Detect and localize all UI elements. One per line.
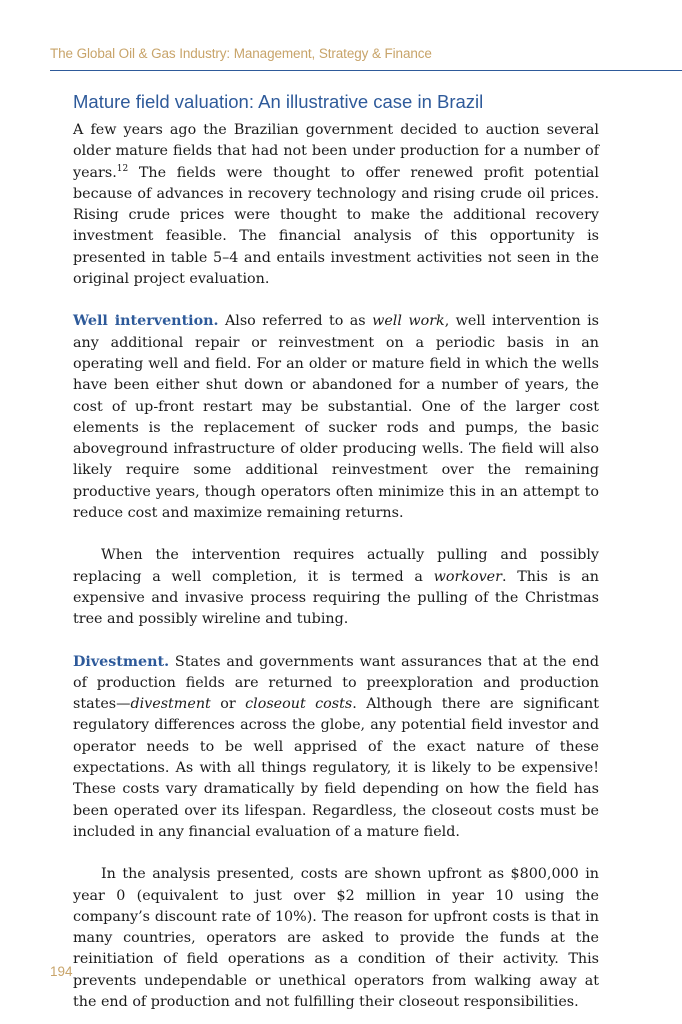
workover-text-2: . This is an expensive and invasive process requiring the pulling of the Christmas tree and possibly wireline and tubing. <box>73 568 599 628</box>
footnote-ref: 12 <box>116 163 129 174</box>
section-title: Mature field valuation: An illustrative case in Brazil <box>73 91 484 112</box>
intro-paragraph <box>73 120 599 290</box>
well-intervention-text-1: Also referred to as <box>218 313 373 330</box>
header-rule <box>50 70 682 71</box>
workover-term: workover <box>433 568 502 585</box>
well-intervention-text-2: , well intervention is any additional repair or reinvestment on a periodic basis in an operating well and field. For an older or mature field in which the wells have been either shut down or abandoned for a number of years, the cost of up-front restart may be substantial. One of the larger cost elements is the replacement of sucker rods and pumps, the basic aboveground infrastructure of older producing wells. The field will also likely require some additional reinvestment over the remaining productive years, though operators often minimize this in an attempt to reduce cost and maximize remaining returns. <box>73 313 600 522</box>
intro-text-2: The fields were thought to offer renewed profit potential because of advances in recovery technology and rising crude oil prices. Rising crude prices were thought to make the additional recovery investment feasible. The financial analysis of this opportunity is presented in table 5–4 and entails investment activities not seen in the original project evaluation. <box>73 164 599 288</box>
divestment-paragraph <box>73 652 599 844</box>
workover-text-1: When the intervention requires actually pulling and possibly replacing a well completion, it is termed a <box>73 547 599 585</box>
divestment-text-2: or <box>210 696 246 713</box>
well-intervention-heading: Well intervention. <box>73 313 219 330</box>
divestment-heading: Divestment. <box>73 653 170 670</box>
well-intervention-paragraph <box>73 311 599 524</box>
intro-text-1: A few years ago the Brazilian government decided to auction several older mature fields that had not been under production for a number of years. <box>73 122 599 181</box>
workover-paragraph <box>73 545 599 630</box>
running-head: The Global Oil & Gas Industry: Management, Strategy & Finance <box>50 46 432 61</box>
divestment-text-3: . Although there are significant regulatory differences across the globe, any potential field investor and operator needs to be well apprised of the exact nature of these expectations. As with all things regulatory, it is likely to be expensive! These costs vary dramatically by field depending on how the field has been operated over its lifespan. Regardless, the closeout costs must be included in any financial evaluation of a mature field. <box>73 696 600 840</box>
page-number: 194 <box>50 964 73 979</box>
divestment-text-1: States and governments want assurances that at the end of production fields are returned to preexploration and production states— <box>73 653 599 713</box>
well-work-term: well work <box>372 313 445 330</box>
page-body <box>73 90 599 1013</box>
closeout-costs-term: closeout costs <box>245 696 353 713</box>
analysis-paragraph: In the analysis presented, costs are shown upfront as $800,000 in year 0 (equivalent to just over $2 million in year 10 using the company’s discount rate of 10%). The reason for upfront costs is that in many countries, operators are asked to provide the funds at the reinitiation of field operations as a condition of their activity. This prevents undependable or unethical operators from walking away at the end of production and not fulfilling their closeout responsibilities. <box>73 866 599 1010</box>
divestment-term: divestment <box>130 696 211 713</box>
